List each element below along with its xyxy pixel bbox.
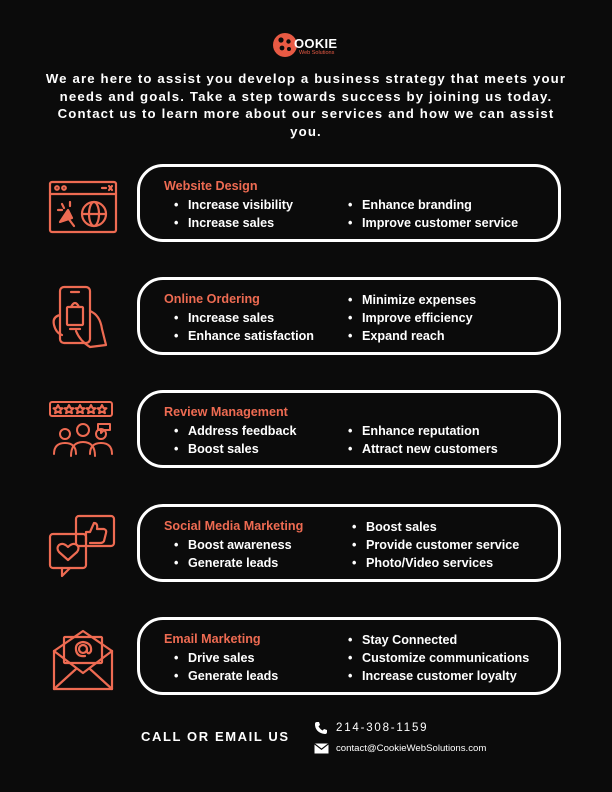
service-email-marketing	[0, 617, 612, 699]
benefit-item: • Increase sales	[174, 214, 293, 232]
service-card	[137, 277, 561, 355]
benefits-left	[174, 536, 292, 572]
benefits-left	[174, 196, 293, 232]
benefits-right	[348, 631, 529, 685]
service-review-management	[0, 390, 612, 472]
heart-thumbs-up-icon	[46, 512, 120, 580]
benefit-item: • Improve efficiency	[348, 309, 476, 327]
service-card	[137, 390, 561, 468]
benefit-item: • Boost awareness	[174, 536, 292, 554]
phone-number-link[interactable]: 214-308-1159	[336, 722, 429, 734]
phone-icon	[314, 721, 328, 735]
benefits-right	[352, 518, 519, 572]
benefit-item: • Stay Connected	[348, 631, 529, 649]
service-card	[137, 617, 561, 695]
service-title: Review Management	[164, 405, 288, 419]
service-card	[137, 504, 561, 582]
benefit-item: • Boost sales	[352, 518, 519, 536]
benefit-item: • Enhance satisfaction	[174, 327, 314, 345]
browser-globe-icon	[46, 172, 120, 240]
benefit-item: • Enhance branding	[348, 196, 518, 214]
service-online-ordering	[0, 277, 612, 359]
service-title: Website Design	[164, 179, 258, 193]
benefit-item: • Expand reach	[348, 327, 476, 345]
benefits-left	[174, 309, 314, 345]
service-title: Email Marketing	[164, 632, 261, 646]
benefits-right	[348, 422, 498, 458]
benefit-item: • Attract new customers	[348, 440, 498, 458]
benefit-item: • Customize communications	[348, 649, 529, 667]
contact-heading: CALL OR EMAIL US	[141, 729, 290, 744]
benefit-item: • Drive sales	[174, 649, 278, 667]
envelope-at-icon	[46, 625, 120, 693]
benefit-item: • Generate leads	[174, 667, 278, 685]
benefit-item: • Minimize expenses	[348, 291, 476, 309]
benefit-item: • Improve customer service	[348, 214, 518, 232]
service-title: Online Ordering	[164, 292, 260, 306]
benefit-item: • Photo/Video services	[352, 554, 519, 572]
service-social-media-marketing	[0, 504, 612, 586]
benefits-left	[174, 422, 297, 458]
benefit-item: • Increase sales	[174, 309, 314, 327]
email-link[interactable]: contact@CookieWebSolutions.com	[336, 743, 487, 754]
logo	[272, 32, 352, 60]
benefit-item: • Address feedback	[174, 422, 297, 440]
service-title: Social Media Marketing	[164, 519, 304, 533]
star-rating-people-icon	[46, 398, 120, 466]
benefits-left	[174, 649, 278, 685]
benefits-right	[348, 196, 518, 232]
mail-icon	[314, 743, 329, 754]
benefit-item: • Increase customer loyalty	[348, 667, 529, 685]
benefit-item: • Boost sales	[174, 440, 297, 458]
logo-tagline: Web Solutions	[299, 50, 335, 56]
logo-wordmark: OOKIE	[294, 36, 338, 51]
intro-text: We are here to assist you develop a business strategy that meets your needs and goals. Take a step towards success by joining us today. Contact us to learn more about our services and how we can assist you.	[45, 71, 567, 139]
benefit-item: • Generate leads	[174, 554, 292, 572]
benefit-item: • Provide customer service	[352, 536, 519, 554]
service-card	[137, 164, 561, 242]
service-website-design	[0, 164, 612, 246]
benefit-item: • Increase visibility	[174, 196, 293, 214]
benefit-item: • Enhance reputation	[348, 422, 498, 440]
phone-shopping-bag-icon	[46, 285, 120, 353]
benefits-right	[348, 291, 476, 345]
